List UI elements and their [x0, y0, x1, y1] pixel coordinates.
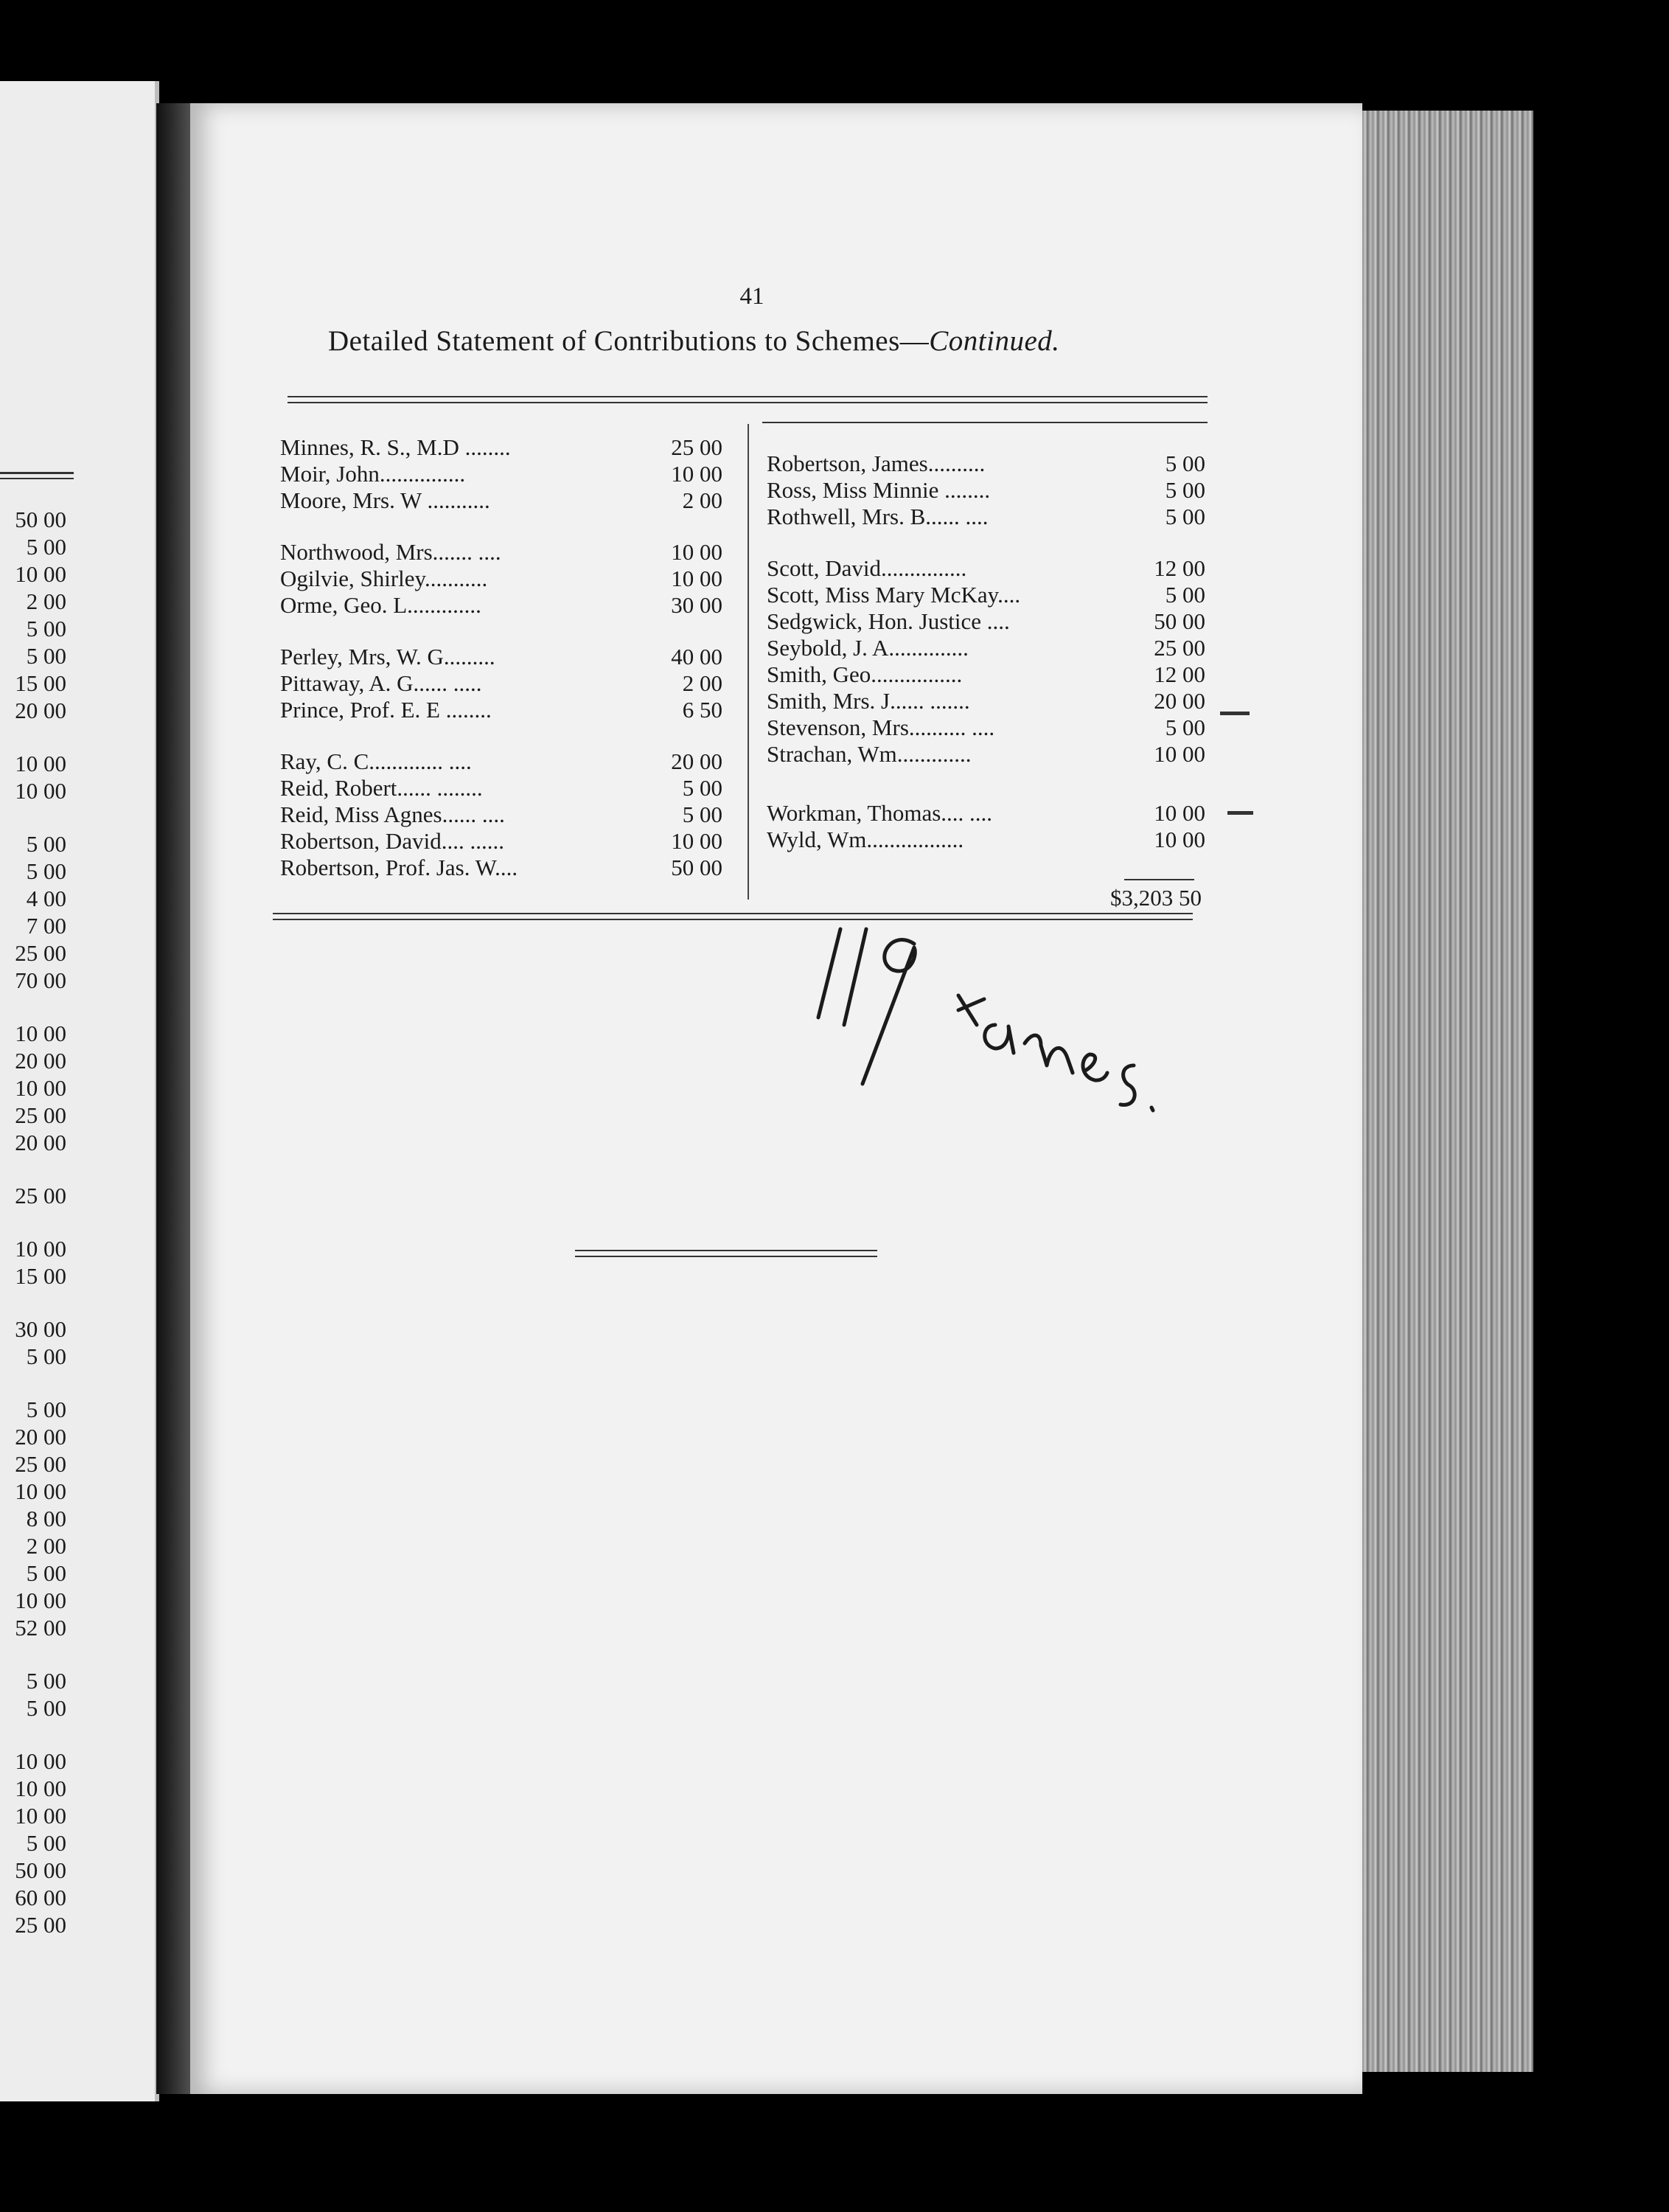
book-gutter [156, 103, 193, 2094]
facing-page-amount: 30 00 [15, 1316, 66, 1342]
total-amount: $3,203 50 [1110, 885, 1202, 911]
contributor-name: Minnes, R. S., M.D ........ [280, 434, 511, 460]
contribution-amount: 20 00 [671, 748, 722, 774]
facing-page-amount: 10 00 [15, 561, 66, 587]
contribution-amount: 10 00 [1154, 827, 1205, 852]
contribution-amount: 2 00 [682, 670, 722, 696]
total-rule [1124, 879, 1194, 880]
facing-page-amount: 2 00 [26, 1533, 66, 1559]
facing-page-amount: 10 00 [15, 1478, 66, 1504]
contribution-amount: 10 00 [1154, 800, 1205, 826]
facing-page-amount: 25 00 [15, 1183, 66, 1208]
contribution-amount: 10 00 [1154, 741, 1205, 767]
facing-page-amount: 70 00 [15, 967, 66, 993]
facing-page-amount: 4 00 [26, 886, 66, 911]
facing-page-amount: 20 00 [15, 698, 66, 723]
title-suffix: Continued. [929, 325, 1060, 357]
facing-page-amount: 25 00 [15, 1451, 66, 1477]
facing-page-amount: 5 00 [26, 858, 66, 884]
edge-mark [1220, 712, 1250, 715]
facing-page-amount: 50 00 [15, 1857, 66, 1883]
facing-page-amount: 50 00 [15, 507, 66, 532]
contributor-name: Scott, Miss Mary McKay.... [767, 582, 1021, 608]
contributor-name: Reid, Miss Agnes...... .... [280, 801, 505, 827]
contributor-name: Workman, Thomas.... .... [767, 800, 993, 826]
contributor-name: Prince, Prof. E. E ........ [280, 697, 492, 723]
facing-page-amount: 10 00 [15, 1803, 66, 1829]
contributor-name: Orme, Geo. L............. [280, 592, 481, 618]
contribution-amount: 5 00 [1165, 477, 1205, 503]
decorative-rule-1 [575, 1250, 877, 1251]
contribution-amount: 10 00 [671, 828, 722, 854]
facing-page-amount: 25 00 [15, 1102, 66, 1128]
contribution-amount: 12 00 [1154, 555, 1205, 581]
contributor-name: Smith, Geo................ [767, 661, 963, 687]
title-text: Detailed Statement of Contributions to Schemes— [328, 325, 930, 357]
facing-page-amount: 10 00 [15, 778, 66, 804]
contributor-name: Strachan, Wm............. [767, 741, 972, 767]
facing-page-amount: 20 00 [15, 1048, 66, 1074]
facing-page-amount: 25 00 [15, 1912, 66, 1938]
handwritten-note [811, 914, 1224, 1180]
facing-page-rule [0, 472, 74, 479]
facing-page-amount: 10 00 [15, 751, 66, 776]
facing-page-amount: 5 00 [26, 1343, 66, 1369]
contribution-amount: 5 00 [1165, 451, 1205, 476]
facing-page-amount: 7 00 [26, 913, 66, 939]
page-number: 41 [739, 283, 764, 310]
facing-page-amount: 15 00 [15, 670, 66, 696]
top-rule-1 [288, 396, 1208, 397]
contributor-name: Ross, Miss Minnie ........ [767, 477, 991, 503]
contributor-name: Smith, Mrs. J...... ....... [767, 688, 970, 714]
edge-mark [1227, 811, 1253, 815]
contribution-amount: 40 00 [671, 644, 722, 669]
facing-page-amount: 10 00 [15, 1075, 66, 1101]
facing-page-amount: 10 00 [15, 1775, 66, 1801]
facing-page-amount: 20 00 [15, 1424, 66, 1450]
facing-page-amount: 5 00 [26, 643, 66, 669]
contribution-amount: 25 00 [671, 434, 722, 460]
facing-page-amount: 8 00 [26, 1506, 66, 1531]
contribution-amount: 25 00 [1154, 635, 1205, 661]
facing-page-amount: 2 00 [26, 588, 66, 614]
contribution-amount: 12 00 [1154, 661, 1205, 687]
contribution-amount: 50 00 [671, 855, 722, 880]
facing-page-amount: 60 00 [15, 1885, 66, 1910]
facing-page-amount: 25 00 [15, 940, 66, 966]
contribution-amount: 5 00 [1165, 504, 1205, 529]
contributor-name: Reid, Robert...... ........ [280, 775, 483, 801]
contributor-name: Robertson, David.... ...... [280, 828, 504, 854]
contribution-amount: 20 00 [1154, 688, 1205, 714]
contributor-name: Moir, John............... [280, 461, 466, 487]
column-divider [748, 424, 749, 900]
contributor-name: Robertson, James.......... [767, 451, 986, 476]
page-title [328, 324, 1250, 358]
contributor-name: Stevenson, Mrs.......... .... [767, 714, 995, 740]
facing-page-amount: 10 00 [15, 1748, 66, 1774]
contribution-amount: 5 00 [682, 801, 722, 827]
facing-page-amount: 20 00 [15, 1130, 66, 1155]
contribution-amount: 5 00 [1165, 582, 1205, 608]
contributor-name: Ray, C. C............. .... [280, 748, 472, 774]
contribution-amount: 5 00 [682, 775, 722, 801]
book-page-edges [1342, 111, 1533, 2072]
contributor-name: Robertson, Prof. Jas. W.... [280, 855, 518, 880]
top-rule-2 [288, 402, 1208, 403]
contribution-amount: 6 50 [682, 697, 722, 723]
facing-page-amount: 10 00 [15, 1236, 66, 1262]
contributor-name: Ogilvie, Shirley........... [280, 566, 488, 591]
contributor-name: Moore, Mrs. W ........... [280, 487, 490, 513]
facing-page-amount: 5 00 [26, 1397, 66, 1422]
facing-page-amount: 5 00 [26, 616, 66, 641]
contribution-amount: 30 00 [671, 592, 722, 618]
contributor-name: Northwood, Mrs....... .... [280, 539, 501, 565]
contribution-amount: 50 00 [1154, 608, 1205, 634]
facing-page-amount: 5 00 [26, 1560, 66, 1586]
contributor-name: Perley, Mrs, W. G......... [280, 644, 495, 669]
contributor-name: Seybold, J. A.............. [767, 635, 969, 661]
facing-page-amount: 52 00 [15, 1615, 66, 1641]
contributor-name: Scott, David............... [767, 555, 967, 581]
facing-page-amount: 5 00 [26, 1668, 66, 1694]
facing-page-amount: 5 00 [26, 1695, 66, 1721]
facing-page-amount: 5 00 [26, 534, 66, 560]
contribution-amount: 5 00 [1165, 714, 1205, 740]
decorative-rule-2 [575, 1256, 877, 1257]
facing-page-amount: 10 00 [15, 1020, 66, 1046]
contributor-name: Rothwell, Mrs. B...... .... [767, 504, 989, 529]
contributor-name: Pittaway, A. G...... ..... [280, 670, 482, 696]
contributor-name: Wyld, Wm................. [767, 827, 964, 852]
top-rule-right [762, 422, 1208, 423]
contribution-amount: 10 00 [671, 566, 722, 591]
facing-page-amount: 5 00 [26, 831, 66, 857]
facing-page-amount: 10 00 [15, 1587, 66, 1613]
contributor-name: Sedgwick, Hon. Justice .... [767, 608, 1010, 634]
contribution-amount: 10 00 [671, 539, 722, 565]
facing-page-amount: 5 00 [26, 1830, 66, 1856]
contribution-amount: 10 00 [671, 461, 722, 487]
contribution-amount: 2 00 [682, 487, 722, 513]
facing-page-amount: 15 00 [15, 1263, 66, 1289]
